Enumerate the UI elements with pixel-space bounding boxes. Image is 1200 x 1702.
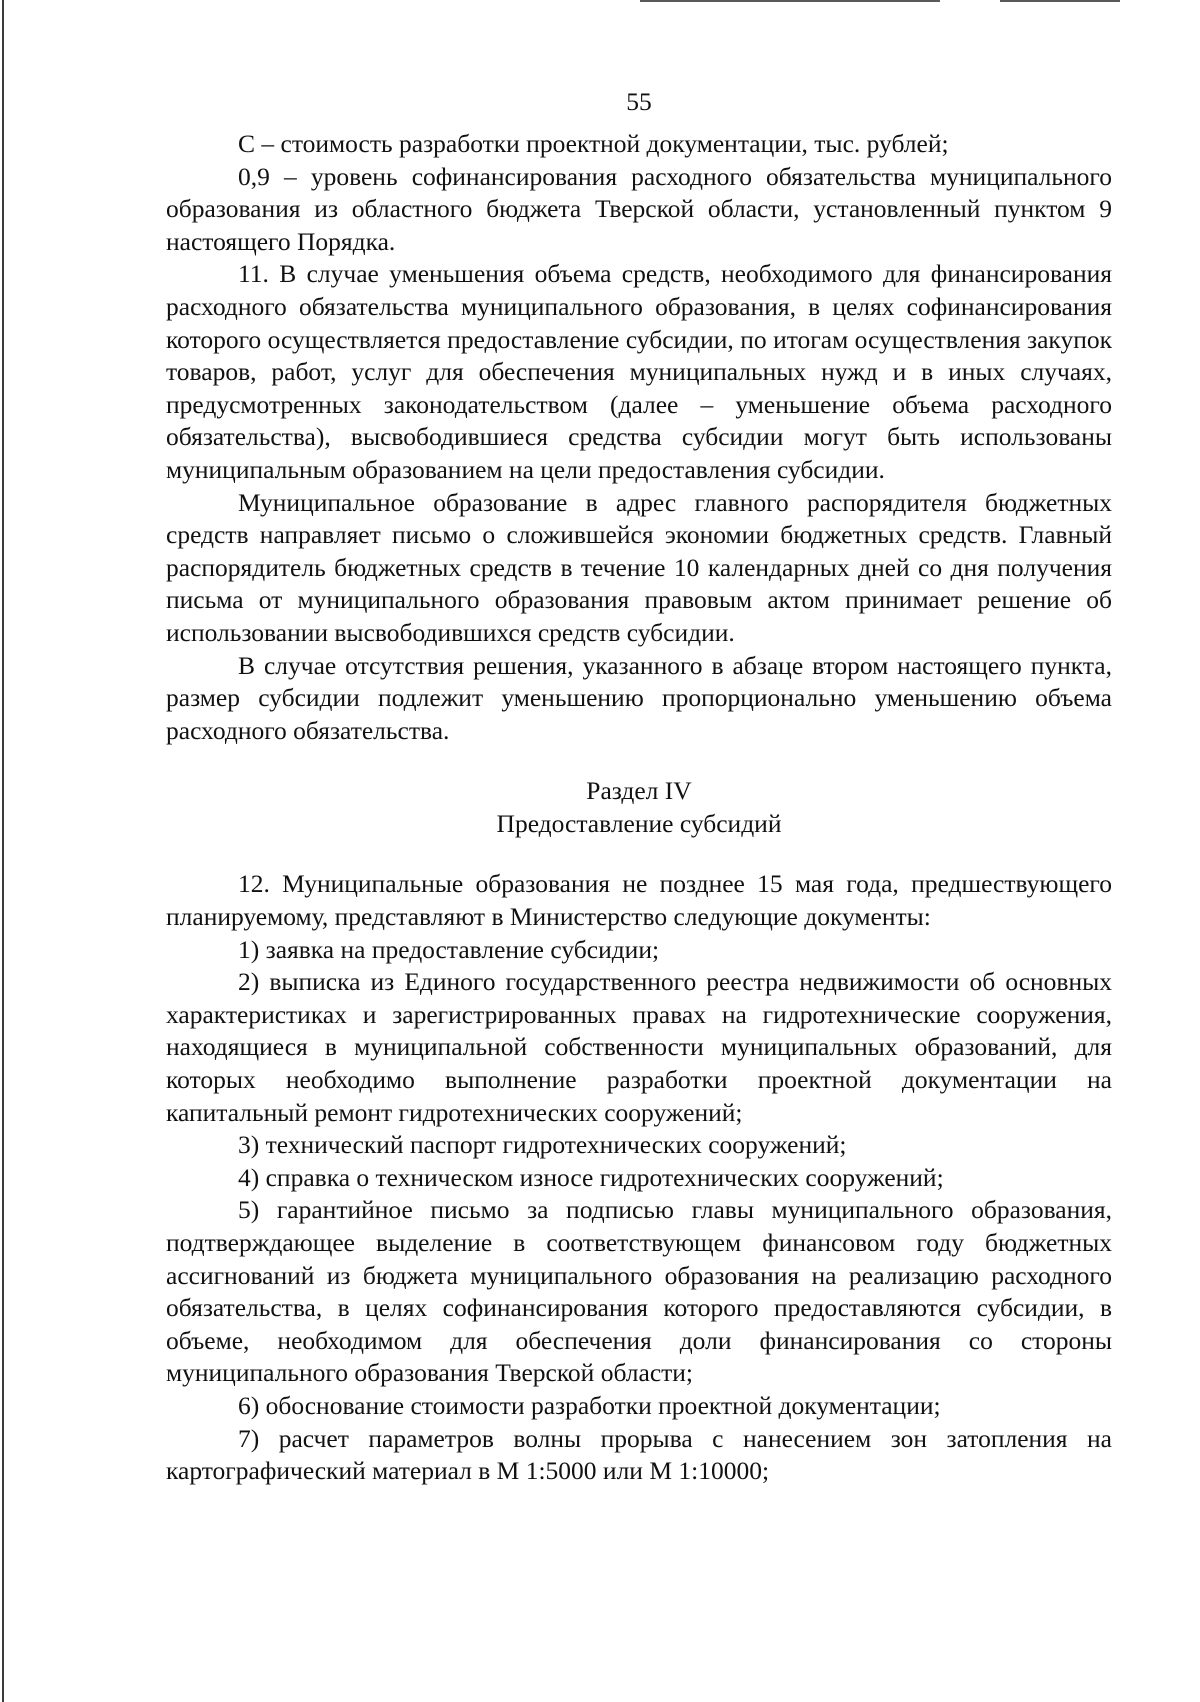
paragraphs-bottom xyxy=(166,868,1112,1487)
paragraph-formula-rate: 0,9 – уровень софинансирования расходного обязательства муниципального образования из областного бюджета Тверской области, установленный пунктом 9 настоящего Порядка. xyxy=(166,161,1112,256)
list-item-7: 7) расчет параметров волны прорыва с нанесением зон затопления на картографический материал в М 1:5000 или М 1:10000; xyxy=(166,1423,1112,1486)
scan-edge-top-right xyxy=(1000,0,1120,2)
scan-edge-top xyxy=(640,0,940,2)
paragraph-formula-c: С – стоимость разработки проектной документации, тыс. рублей; xyxy=(238,129,949,158)
list-item-5: 5) гарантийное письмо за подписью главы муниципального образования, подтверждающее выделение в соответствующем финансовом году бюджетных ассигнований из бюджета муниципального образования на реализацию расходного обязательства, в целях софинансирования которого предоставляются субсидии, в объеме, необходимом для обеспечения доли финансирования со стороны муниципального образования Тверской области; xyxy=(166,1195,1112,1388)
list-item-6: 6) обоснование стоимости разработки проектной документации; xyxy=(238,1390,941,1420)
paragraph-clause-12: 12. Муниципальные образования не позднее 15 мая года, предшествующего планируемому, представляют в Министерство следующие документы: xyxy=(166,869,1112,932)
list-item-2: 2) выписка из Единого государственного реестра недвижимости об основных характеристиках и зарегистрированных правах на гидротехнические сооружения, находящиеся в муниципальной собственности муниципальных образований, для которых необходимо выполнение разработки проектной документации на капитальный ремонт гидротехнических сооружений; xyxy=(166,967,1112,1127)
section-title: Предоставление субсидий xyxy=(496,808,782,838)
section-heading-block xyxy=(166,775,1112,840)
page-number: 55 xyxy=(626,87,652,116)
scan-edge-left xyxy=(2,0,4,1702)
document-page xyxy=(166,86,1112,1488)
paragraph-clause-11-letter: Муниципальное образование в адрес главного распорядителя бюджетных средств направляет письмо о сложившейся экономии бюджетных средств. Главный распорядитель бюджетных средств в течение 10 календарных дней со дня получения письма от муниципального образования правовым актом принимает решение об использовании высвободившихся средств субсидии. xyxy=(166,487,1112,647)
section-number: Раздел IV xyxy=(586,776,692,806)
paragraphs-top xyxy=(166,128,1112,747)
paragraph-clause-11-reduction: В случае отсутствия решения, указанного в абзаце втором настоящего пункта, размер субсидии подлежит уменьшению пропорционально уменьшению объема расходного обязательства. xyxy=(166,650,1112,745)
list-item-4: 4) справка о техническом износе гидротехнических сооружений; xyxy=(238,1162,944,1192)
list-item-3: 3) технический паспорт гидротехнических сооружений; xyxy=(238,1130,847,1160)
paragraph-clause-11: 11. В случае уменьшения объема средств, необходимого для финансирования расходного обязательства муниципального образования, в целях софинансирования которого осуществляется предоставление субсидии, по итогам осуществления закупок товаров, работ, услуг для обеспечения муниципальных нужд и в иных случаях, предусмотренных законодательством (далее – уменьшение объема расходного обязательства), высвободившиеся средства субсидии могут быть использованы муниципальным образованием на цели предоставления субсидии. xyxy=(166,259,1112,484)
list-item-1: 1) заявка на предоставление субсидии; xyxy=(238,934,660,964)
